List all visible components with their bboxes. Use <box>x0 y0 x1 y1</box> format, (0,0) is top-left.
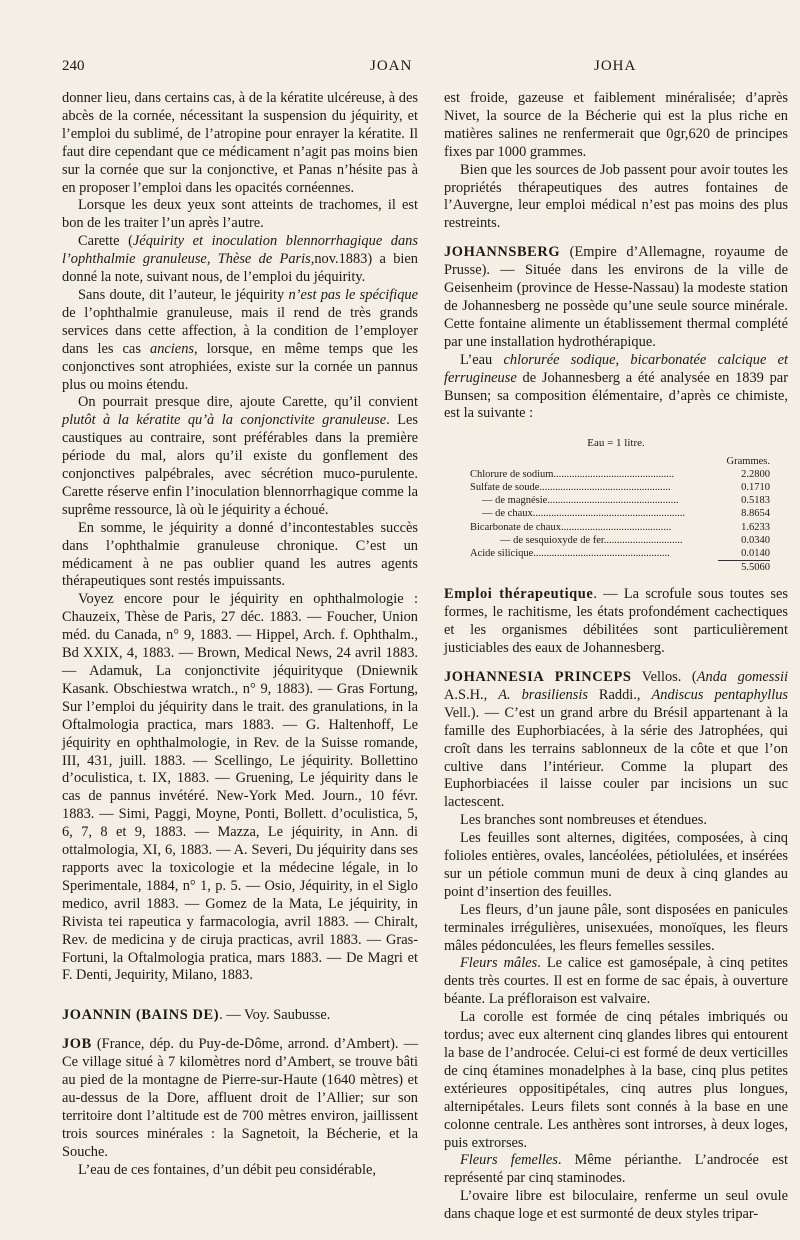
table-cell-name: Acide silicique.................................................... <box>470 547 670 559</box>
table-row <box>444 534 788 547</box>
emphasis: Anda gomessii <box>696 668 788 685</box>
text: Raddi., <box>587 686 652 703</box>
table-row <box>444 547 788 560</box>
page-number: 240 <box>62 58 85 74</box>
paragraph <box>62 394 418 519</box>
paragraph: Lorsque les deux yeux sont atteints de trachomes, il est bon de les traiter l’un après l’autre. <box>62 197 418 232</box>
paragraph <box>444 352 788 424</box>
entry-joannin <box>62 1007 418 1025</box>
emphasis: Andiscus pentaphyllus <box>651 686 788 703</box>
text: L’eau <box>460 351 504 368</box>
bibliography: Voyez encore pour le jéquirity en ophthalmologie : Chauzeix, Thèse de Paris, 27 déc. 1883. — Foucher, Union méd. du Canada, n° 9, 1883. — Hippel, Arch. f. Ophthalm., Bd XXIX, 4, 1883. — Brown, Medical News, 24 avril 1883. — Adamuk, La conjonctivite jéquirityque (Dniewnik Kasank. Obschiestwa wratch., n° 9, 1883). — Gras Fortung, Sur l’emploi du jéquirity dans le trait. des granulations, in la Oftalmologia practica, mars 1883. — G. Haltenhoff, Le jéquirity en ophthalmologie, in Rev. de la Suisse romande, III, 431, juill. 1883. — Scellingo, Le jéquirity. Bollettino d’oculistica, t. IX, 1883. — Gruening, Le jéquirity dans le cas de pannus invétéré. New-York Med. Journ., 10 févr. 1883. — Simi, Paggi, Moyne, Ponti, Bollett. d’oculistica, 5, 6, 7, 8 et 9, 1883. — Mazza, Le jéquirity, in Ann. di ottalmologia, XI, 6, 1883. — A. Severi, Du jéquirity dans ses rapports avec la toxicologie et la médecine légale, in lo Sperimentale, 1884, n° 1, p. 5. — Osio, Jéquirity, in el Siglo medico, avril 1883. — Gomez de la Mata, Le jéquirity, in Rivista tei rapeutica y farmacologia, avril 1883. — Chiralt, Rev. de medicina y de ciruja practicas, avril 1883. — Gras-Fortuni, la Oftalmologia pratica, mars 1883. — De Magri et F. Denti, Jequirity, Milano, 1883. <box>62 591 418 984</box>
table-cell-value: 1.6233 <box>741 521 770 533</box>
table-cell-name: — de chaux.......................................................... <box>482 508 685 520</box>
entry-headword: JOHANNESIA PRINCEPS <box>444 668 632 685</box>
table-row <box>444 468 788 481</box>
text: . Même périanthe. L’androcée est représenté par cinq staminodes. <box>444 1152 788 1187</box>
table-cell-value: 8.8654 <box>741 508 770 520</box>
paragraph: La corolle est formée de cinq pétales imbriqués ou tordus; avec eux alternent cinq glandes libres qui entourent la base de l’androcée. Celui-ci est formé de deux verticilles de cinq étamines monadelphes à la base, cinq plus petites extérieures oppositipétales, cinq autres plus longues, alternipétales. Leurs filets sont connés à la base en une colonne centrale. Les anthères sont introrses, à deux loges, puis extrorses. <box>444 1009 788 1151</box>
entry-headword: Emploi thérapeutique <box>444 586 594 603</box>
table-row <box>444 521 788 534</box>
composition-table <box>444 437 788 574</box>
right-running-head: JOHA <box>594 58 637 74</box>
text: . Le calice est gamosépale, à cinq petites dents très courtes. Il est en forme de sac épais, à ouverture béante. La préfloraison est valvaire. <box>444 955 788 1008</box>
paragraph: Les fleurs, d’un jaune pâle, sont disposées en panicules terminales irrégulières, unisexuées, monoïques, les fleurs mâles pédonculées, les fleurs femelles sessiles. <box>444 901 788 954</box>
entry-johannsberg <box>444 244 788 351</box>
entry-headword: JOB <box>62 1036 92 1053</box>
table-cell-value: 0.1710 <box>741 481 770 493</box>
table-row <box>444 507 788 520</box>
table-cell-name: Chlorure de sodium.............................................. <box>470 468 675 480</box>
text: de Johannesberg a été analysée en 1839 par Bunsen; sa composition élémentaire, d’après ce chimiste, est la suivante : <box>444 369 788 422</box>
table-cell-value: 0.0340 <box>741 534 770 546</box>
entry-job <box>62 1036 418 1161</box>
paragraph: En somme, le jéquirity a donné d’incontestables succès dans l’ophthalmie granuleuse chronique. C’est un médicament à ne pas oublier quand les autres agents thérapeutiques sont restés impuissants. <box>62 519 418 590</box>
paragraph <box>444 1152 788 1188</box>
entry-emploi-therapeutique <box>444 586 788 658</box>
emphasis: n’est pas le spécifique <box>288 286 418 303</box>
emphasis: Fleurs femelles <box>460 1152 558 1169</box>
table-row <box>444 481 788 494</box>
paragraph: Les feuilles sont alternes, digitées, composées, à cinq folioles entières, ovales, lancéolées, pétiolulées, et insérées sur un pétiole commun muni de deux à cinq glandes au point d’insertion des feuilles. <box>444 830 788 900</box>
table-unit: Grammes. <box>726 455 770 467</box>
right-column <box>444 90 788 1224</box>
text: , lorsque, en même temps que les conjonctives sont atrophiées, existe sur la cornée un pannus plus ou moins étendu. <box>62 340 418 393</box>
emphasis: anciens <box>150 340 194 357</box>
entry-headword: JOANNIN (BAINS DE) <box>62 1007 220 1024</box>
table-cell-value: 2.2800 <box>741 468 770 480</box>
table-caption: Eau = 1 litre. <box>587 437 645 450</box>
table-cell-name: — de sesquioxyde de fer.............................. <box>500 534 683 546</box>
emphasis: chlorurée sodique, bicarbonatée calcique et ferrugineuse <box>444 351 788 386</box>
text: On pourrait presque dire, ajoute Carette, qu’il convient <box>78 394 418 411</box>
left-running-head: JOAN <box>370 58 413 74</box>
paragraph <box>62 287 418 394</box>
paragraph: Bien que les sources de Job passent pour avoir toutes les propriétés thérapeutiques des autres fontaines de l’Auvergne, leur emploi médical n’est pas moins des plus restreints. <box>444 161 788 232</box>
table-cell-value: 0.0140 <box>741 547 770 559</box>
paragraph: donner lieu, dans certains cas, à de la kératite ulcéreuse, à des abcès de la cornée, nécessitant la suspension du jéquirity, et l’emploi du sublimé, de l’atropine pour enrayer la kératite. Il faut dire cependant que ce médicament n’agit pas moins bien sur la cornée que sur la conjonctive, et Panas n’hésite pas à en proposer l’emploi dans les opacités cornéennes. <box>62 90 418 196</box>
entry-text: . — Voy. Saubusse. <box>219 1007 331 1024</box>
paragraph: L’eau de ces fontaines, d’un débit peu considérable, <box>78 1161 376 1178</box>
text: . Les caustiques au contraire, sont préférables dans la première période du mal, alors qu’il existe du gonflement des conjonctives palpébrales, avec sécrétion muco-purulente. Carette réserve enfin l’inoculation blennorrhagique comme la suprême ressource, là où le jéquirity a échoué. <box>62 412 418 518</box>
entry-johannesia <box>444 669 788 812</box>
paragraph: Les branches sont nombreuses et étendues. <box>460 812 707 829</box>
entry-text: (France, dép. du Puy-de-Dôme, arrond. d’Ambert). — Ce village situé à 7 kilomètres nord d’Ambert, se trouve bâti au pied de la montagne de Pierre-sur-Haute (1640 mètres) et au-dessus de la Dore, affluent droit de l’Allier; sur son territoire dont l’altitude est de 700 mètres environ, jaillissent trois sources minérales : la Sagnetoit, la Bécherie, et la Souche. <box>62 1036 418 1160</box>
text: A.S.H., <box>444 686 499 703</box>
text: Carette ( <box>78 233 133 250</box>
paragraph <box>62 233 418 287</box>
text: Vellos. ( <box>631 668 697 685</box>
table-cell-name: Bicarbonate de chaux.......................................... <box>470 521 672 533</box>
entry-headword: JOHANNSBERG <box>444 244 561 261</box>
table-row <box>444 494 788 507</box>
emphasis: A. brasiliensis <box>498 686 588 703</box>
paragraph <box>444 955 788 1009</box>
paragraph: est froide, gazeuse et faiblement minéralisée; d’après Nivet, la source de la Bécherie qui est la plus riche en matières salines ne renfermerait que 0gr,620 de principes fixes par 1000 grammes. <box>444 90 788 160</box>
running-header <box>0 58 800 80</box>
table-total <box>444 560 788 574</box>
text: Sans doute, dit l’auteur, le jéquirity <box>78 286 289 303</box>
table-cell-value: 0.5183 <box>741 495 770 507</box>
citation-title: Jéquirity et inoculation blennorrhagique dans l’ophthalmie granuleuse, Thèse de Paris <box>62 233 418 268</box>
text: ,nov.1883) a bien donné la note, suivant nous, de l’emploi du jéquirity. <box>62 251 418 286</box>
entry-text: . — La scrofule sous toutes ses formes, le rachitisme, les états profondément cachectiques et les organismes débilitées sont particulièrement justiciables des eaux de Johannesberg. <box>444 586 788 657</box>
table-total-value: 5.5060 <box>718 560 770 574</box>
emphasis: plutôt à la kératite qu’à la conjonctivite granuleuse <box>62 412 387 429</box>
entry-text: (Empire d’Allemagne, royaume de Prusse). — Située dans les environs de la ville de Geisenheim (province de Hesse-Nassau) la modeste station de Johannesberg ne possède qu’une seule source minérale. Cette fontaine alimente un établissement thermal complété par une installation hydrothérapique. <box>444 244 788 350</box>
table-cell-name: — de magnésie.................................................. <box>482 495 679 507</box>
text: Vell.). — C’est un grand arbre du Brésil appartenant à la famille des Euphorbiacées, à la série des Jatrophées, qui croît dans les terrains sablonneux de la côte et que l’on cultive dans l’intérieur. Comme la plupart des Euphorbiacées il laisse couler par incisions un suc lactescent. <box>444 704 788 811</box>
paragraph: L’ovaire libre est biloculaire, renferme un seul ovule dans chaque loge et est surmonté de deux styles tripar- <box>444 1188 788 1223</box>
left-column <box>62 90 418 1179</box>
emphasis: Fleurs mâles <box>460 955 538 972</box>
text: de l’ophthalmie granuleuse, mais il rend de très grands services dans cette affection, à la condition de l’employer dans les cas <box>62 304 418 357</box>
table-cell-name: Sulfate de soude.................................................. <box>470 481 671 493</box>
